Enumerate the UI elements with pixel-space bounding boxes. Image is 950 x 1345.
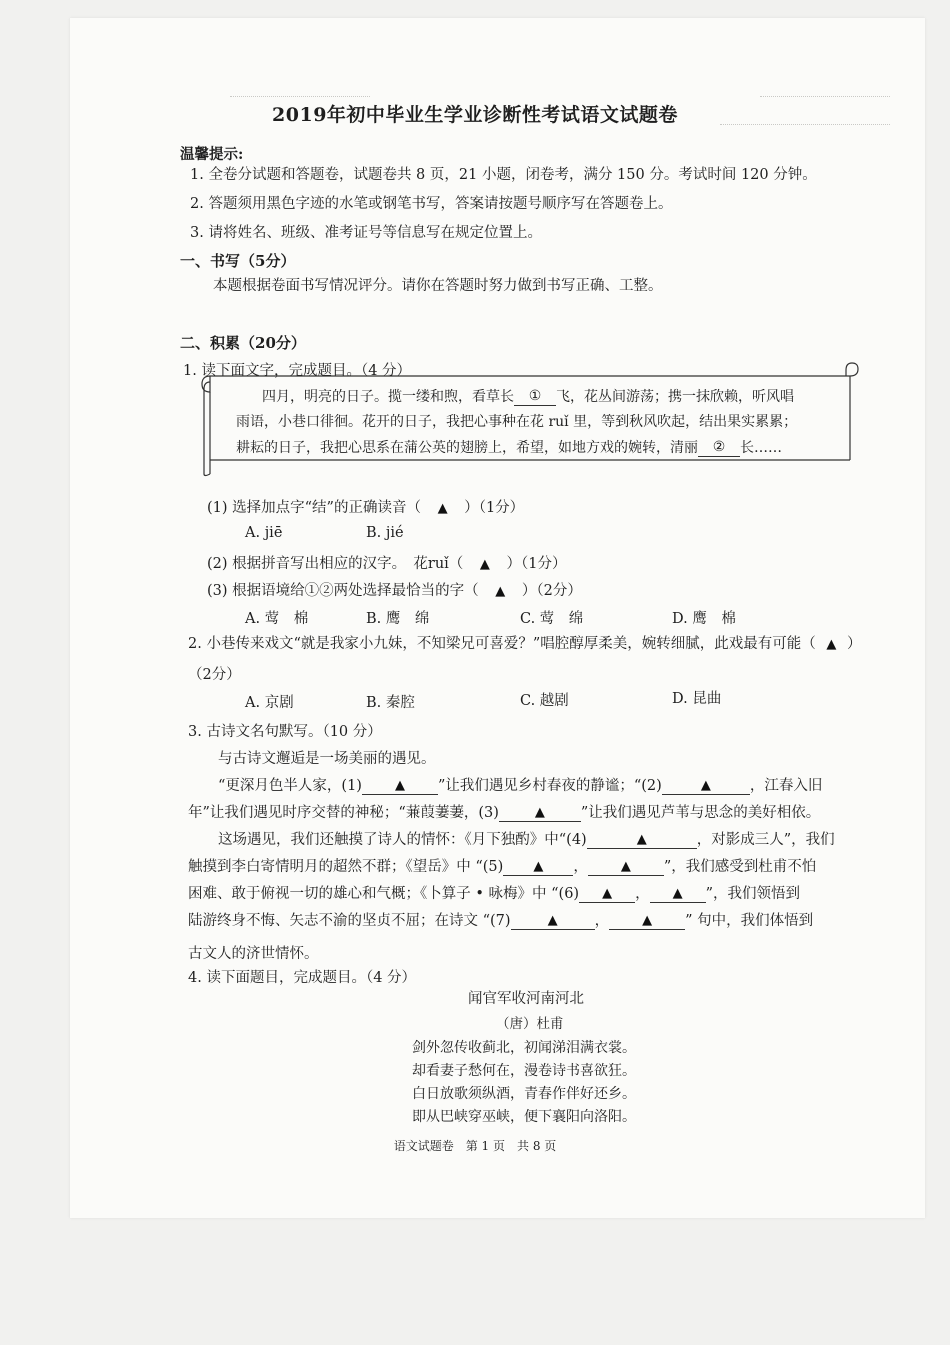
poem-line-1: 剑外忽传收蓟北，初闻涕泪满衣裳。 bbox=[412, 1040, 636, 1056]
poem-line-3: 白日放歌须纵酒，青春作伴好还乡。 bbox=[412, 1086, 636, 1102]
blank-q3-3 bbox=[499, 804, 581, 822]
section2-heading: 二、积累（20分） bbox=[180, 334, 306, 352]
q2-option-d: D. 昆曲 bbox=[672, 691, 722, 707]
answer-mark-icon: ▲ bbox=[602, 886, 613, 901]
blank-q3-6a bbox=[579, 885, 635, 903]
answer-mark-icon: ▲ bbox=[533, 859, 544, 874]
bleed-mark bbox=[230, 96, 370, 97]
answer-mark-icon: ▲ bbox=[479, 557, 490, 572]
blank-1: ① bbox=[514, 388, 556, 406]
notice-item-3: 3. 请将姓名、班级、准考证号等信息写在规定位置上。 bbox=[190, 225, 542, 241]
q1-sub3-option-b: B. 鹰 绵 bbox=[366, 611, 430, 627]
answer-mark-icon: ▲ bbox=[394, 778, 405, 793]
section1-heading: 一、书写（5分） bbox=[180, 252, 296, 270]
q1-sub2: (2) 根据拼音写出相应的汉字。 花ruǐ（ ▲ ）（1分） bbox=[207, 556, 567, 572]
q1-sub3-option-a: A. 莺 棉 bbox=[245, 611, 309, 627]
answer-mark-icon: ▲ bbox=[700, 778, 711, 793]
bleed-mark bbox=[760, 96, 890, 97]
q1-sub3: (3) 根据语境给①②两处选择最恰当的字（ ▲ ）（2分） bbox=[207, 583, 582, 599]
q1-sub3-option-d: D. 鹰 棉 bbox=[672, 611, 736, 627]
page-title: 2019年初中毕业生学业诊断性考试语文试题卷 bbox=[272, 104, 678, 126]
answer-mark-icon: ▲ bbox=[620, 859, 631, 874]
blank-q3-2 bbox=[662, 777, 750, 795]
q4-stem: 4. 读下面题目，完成题目。（4 分） bbox=[188, 970, 417, 986]
q1-stem: 1. 读下面文字，完成题目。（4 分） bbox=[183, 363, 412, 379]
answer-mark-icon: ▲ bbox=[826, 637, 837, 652]
section1-text: 本题根据卷面书写情况评分。请你在答题时努力做到书写正确、工整。 bbox=[213, 278, 663, 294]
q1-sub1-option-a: A. jiē bbox=[245, 525, 283, 541]
blank-q3-5a bbox=[503, 858, 573, 876]
notice-item-1: 1. 全卷分试题和答题卷，试题卷共 8 页，21 小题，闭卷考，满分 150 分。考试时间 120 分钟。 bbox=[190, 167, 817, 183]
q2-score: （2分） bbox=[188, 667, 241, 683]
passage-line-2: 雨语，小巷口徘徊。花开的日子，我把心事种在花 ruǐ 里，等到秋风吹起，结出果实累累； bbox=[236, 414, 798, 430]
blank-q3-7b bbox=[609, 912, 685, 930]
blank-q3-6b bbox=[650, 885, 706, 903]
blank-2: ② bbox=[698, 439, 740, 457]
answer-mark-icon: ▲ bbox=[672, 886, 683, 901]
q1-sub1-option-b: B. jié bbox=[366, 525, 404, 541]
answer-mark-icon: ▲ bbox=[534, 805, 545, 820]
q3-line-6: 陆游终身不悔、矢志不渝的坚贞不屈；在诗文 “(7) ▲ ， ▲ ” 句中，我们体悟到 bbox=[188, 913, 814, 929]
q2-option-b: B. 秦腔 bbox=[366, 695, 415, 711]
page-footer: 语文试题卷 第 1 页 共 8 页 bbox=[393, 1139, 557, 1153]
q3-line-2: 年”让我们遇见时序交替的神秘；“蒹葭萋萋，(3) ▲ ”让我们遇见芦苇与思念的美好相依。 bbox=[188, 805, 821, 821]
answer-mark-icon: ▲ bbox=[547, 913, 558, 928]
blank-q3-4 bbox=[587, 831, 697, 849]
q3-stem: 3. 古诗文名句默写。（10 分） bbox=[188, 724, 382, 740]
answer-mark-icon: ▲ bbox=[642, 913, 653, 928]
poem-author: （唐）杜甫 bbox=[496, 1016, 564, 1032]
q3-line-5: 困难、敢于俯视一切的雄心和气概；《卜算子 • 咏梅》中 “(6) ▲ ， ▲ ”，我们领悟到 bbox=[188, 886, 801, 902]
q3-line-4: 触摸到李白寄情明月的超然不群；《望岳》中 “(5) ▲ ， ▲ ”，我们感受到杜甫不怕 bbox=[188, 859, 817, 875]
poem-line-4: 即从巴峡穿巫峡，便下襄阳向洛阳。 bbox=[412, 1109, 636, 1125]
blank-q3-1 bbox=[362, 777, 438, 795]
poem-title: 闻官军收河南河北 bbox=[468, 991, 584, 1007]
answer-mark-icon: ▲ bbox=[437, 501, 448, 516]
q2-option-c: C. 越剧 bbox=[520, 693, 569, 709]
q3-line-3: 这场遇见，我们还触摸了诗人的情怀：《月下独酌》中“(4) ▲ ，对影成三人”，我们 bbox=[218, 832, 835, 848]
answer-mark-icon: ▲ bbox=[495, 584, 506, 599]
poem-line-2: 却看妻子愁何在，漫卷诗书喜欲狂。 bbox=[412, 1063, 636, 1079]
q1-sub3-option-c: C. 莺 绵 bbox=[520, 611, 584, 627]
q3-intro: 与古诗文邂逅是一场美丽的遇见。 bbox=[218, 751, 436, 767]
notice-item-2: 2. 答题须用黑色字迹的水笔或钢笔书写，答案请按题号顺序写在答题卷上。 bbox=[190, 196, 673, 212]
q3-line-7: 古文人的济世情怀。 bbox=[188, 946, 319, 962]
q2-option-a: A. 京剧 bbox=[245, 695, 294, 711]
q1-sub1: (1) 选择加点字“结”的正确读音（ ▲ ）（1分） bbox=[207, 500, 525, 516]
passage-line-3: 耕耘的日子，我把心思系在蒲公英的翅膀上，希望，如地方戏的婉转，清丽 ② 长…… bbox=[236, 439, 782, 456]
blank-q3-7a bbox=[511, 912, 595, 930]
answer-mark-icon: ▲ bbox=[636, 832, 647, 847]
notice-label: 温馨提示: bbox=[180, 146, 244, 163]
q2-stem: 2. 小巷传来戏文“就是我家小九妹，不知梁兄可喜爱？”唱腔醇厚柔美，婉转细腻，此戏最有可能（ ▲ ） bbox=[188, 636, 862, 652]
blank-q3-5b bbox=[588, 858, 664, 876]
passage-line-1: 四月，明亮的日子。揽一缕和煦，看草长 ① 飞，花丛间游荡；携一抹欣赖，听风唱 bbox=[262, 388, 794, 405]
q3-line-1: “更深月色半人家，(1) ▲ ”让我们遇见乡村春夜的静谧；“(2) ▲ ，江春入旧 bbox=[218, 778, 823, 794]
